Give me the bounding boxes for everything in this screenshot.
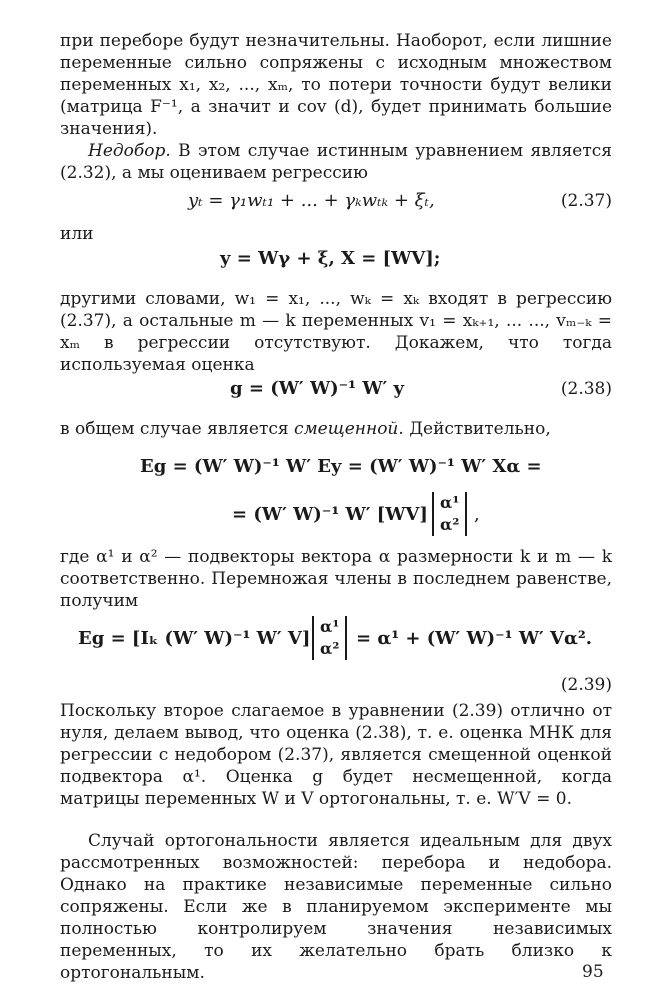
alpha-matrix	[432, 492, 467, 536]
underfit-intro-text: В этом случае истинным уравнением является (2.32), а мы оцениваем регрессию	[60, 141, 612, 183]
paragraph-underfit-intro	[60, 140, 612, 184]
biased-text-before: в общем случае является	[60, 419, 295, 439]
equation-eg-line2	[60, 492, 612, 538]
equation-2-39-number: (2.39)	[560, 675, 612, 695]
equation-eg-line2-comma: ,	[474, 504, 480, 525]
equation-2-37-number: (2.37)	[560, 191, 612, 211]
equation-2-38-number: (2.38)	[560, 379, 612, 399]
paragraph-subvectors: где α¹ и α² — подвекторы вектора α размерности k и m — k соответственно. Перемножая члены в последнем равенстве, получим	[60, 547, 612, 611]
page-number: 95	[582, 962, 604, 982]
equation-2-39	[60, 614, 612, 664]
paragraph-orthogonality: Случай ортогональности является идеальным для двух рассмотренных возможностей: перебора и недобора. Однако на практике независимые переменные сильно сопряжены. Если же в планируемом эксперименте мы полностью контролируем значения независимых переменных, то их желательно брать близко к ортогональным.	[60, 831, 612, 983]
equation-2-37-body: yₜ = γ₁wₜ₁ + ... + γₖwₜₖ + ξₜ,	[188, 190, 435, 211]
equation-2-38	[60, 374, 612, 404]
alpha-1-b: α¹	[320, 617, 340, 636]
alpha-matrix-2	[312, 616, 347, 660]
paragraph-other-words: другими словами, w₁ = x₁, ..., wₖ = xₖ входят в регрессию (2.37), а остальные m — k переменных v₁ = xₖ₊₁, ... ..., vₘ₋ₖ = xₘ в регрессии отсутствуют. Докажем, что тогда используемая оценка	[60, 289, 612, 375]
equation-2-39-right: = α¹ + (W′ W)⁻¹ W′ Vα².	[356, 628, 593, 649]
equation-2-37-matrix	[60, 244, 612, 274]
equation-eg-line1	[60, 452, 612, 482]
equation-2-37	[60, 186, 612, 216]
alpha-2-b: α²	[320, 639, 340, 658]
word-or: или	[60, 224, 94, 244]
biased-word: смещенной	[294, 419, 399, 439]
equation-2-38-body: g = (W′ W)⁻¹ W′ y	[230, 378, 405, 399]
equation-eg-line2-left: = (W′ W)⁻¹ W′ [WV]	[232, 504, 428, 525]
equation-2-39-left: Eg = [Iₖ (W′ W)⁻¹ W′ V]	[78, 628, 311, 649]
biased-text-after: . Действительно,	[398, 419, 551, 439]
alpha-2: α²	[440, 515, 460, 534]
underfit-heading: Недобор.	[88, 141, 171, 161]
equation-2-39-number-row	[60, 670, 612, 700]
paragraph-biased	[60, 418, 612, 440]
alpha-1: α¹	[440, 493, 460, 512]
equation-eg-line1-body: Eg = (W′ W)⁻¹ W′ Ey = (W′ W)⁻¹ W′ Xα =	[140, 456, 542, 477]
paragraph-overfit-loss: при переборе будут незначительны. Наоборот, если лишние переменные сильно сопряжены с исходным множеством переменных x₁, x₂, ..., xₘ, то потери точности будут велики (матрица F⁻¹, а значит и cov (d), будет принимать большие значения).	[60, 31, 612, 139]
equation-2-37-matrix-body: y = Wγ + ξ, X = [WV];	[220, 248, 441, 269]
paragraph-conclusion: Поскольку второе слагаемое в уравнении (2.39) отлично от нуля, делаем вывод, что оценка (2.38), т. е. оценка МНК для регрессии с недобором (2.37), является смещенной оценкой подвектора α¹. Оценка g будет несмещенной, когда матрицы переменных W и V ортогональны, т. е. W′V = 0.	[60, 701, 612, 809]
